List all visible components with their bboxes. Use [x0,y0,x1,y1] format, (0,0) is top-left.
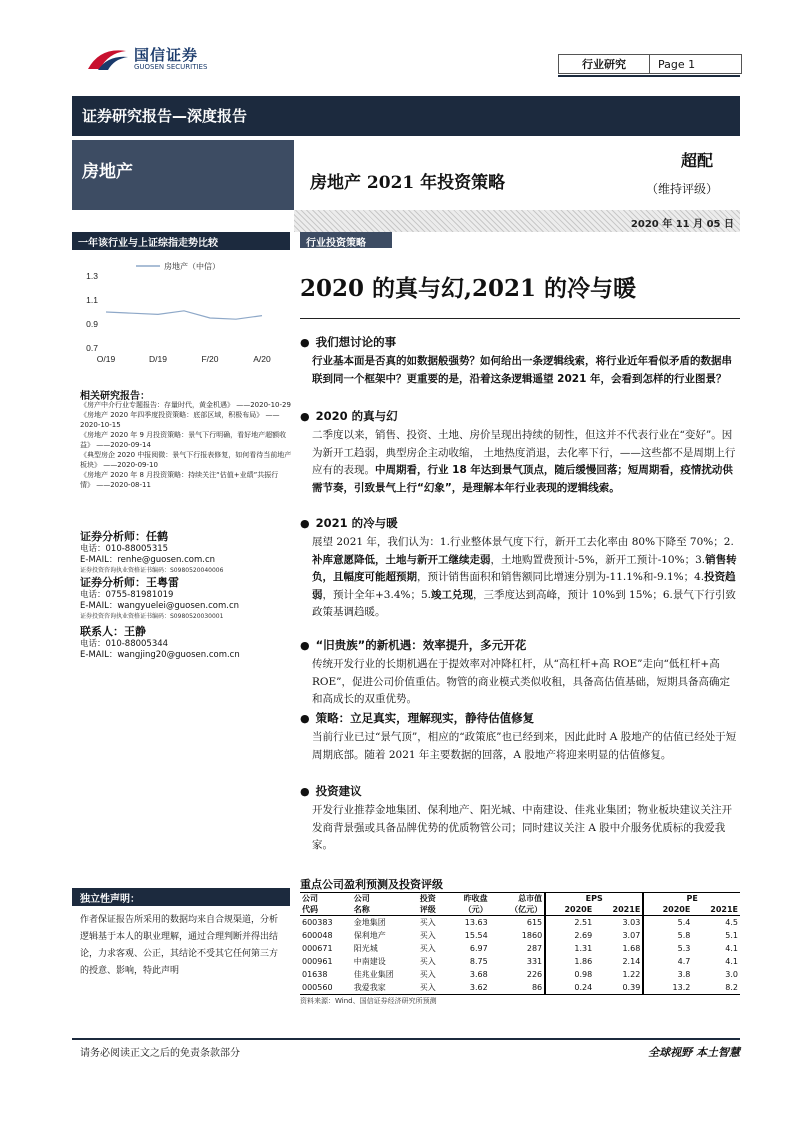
rating: 超配 [681,151,714,170]
related-report-item: 《典型房企 2020 中报阅微：景气下行报表修复，如何看待当前地产板块》 ——2020-09-10 [80,451,292,469]
col-header: 总市值 [490,893,545,905]
col-header: （亿元） [490,904,545,916]
table-cell: 600383 [302,918,333,927]
header-info-box [558,54,742,74]
section-body: 行业基本面是否真的如数据般强势？如何给出一条逻辑线索，将行业近年看似矛盾的数据串联到同一个框架中？更重要的是，沿着这条逻辑遥望 2021 年，会看到怎样的行业图景？ [312,355,732,385]
trend-section-title: 一年该行业与上证综指走势比较 [78,238,218,249]
y-tick-label: 0.9 [86,319,98,329]
table-cell: 000961 [302,957,333,966]
section [300,334,740,388]
related-reports-title: 相关研究报告： [80,391,150,402]
table-cell: 287 [526,944,543,953]
strategy-tag: 行业投资策略 [306,238,366,249]
table-cell: 3.68 [469,970,488,979]
table-row [300,981,740,995]
table-cell: 1.68 [622,944,641,953]
industry-name: 房地产 [82,162,133,182]
table-cell: 5.4 [643,916,692,930]
forecast-table [300,892,740,995]
col-header: 代码 [300,904,352,916]
table-cell: 615 [526,918,543,927]
table-cell: 5.8 [643,929,692,942]
table-cell: 226 [526,970,543,979]
section [300,515,740,622]
table-cell: 买入 [419,918,436,927]
table-cell: 0.39 [594,981,643,995]
section-body: 二季度以来，销售、投资、土地、房价呈现出持续的韧性，但这并不代表行业在“变好”。因为新开工趋弱，典型房企主动收缩， 土地热度消退，去化率下行，——这些都不是周期上行应有的表现。中周期看，行业 18 年达到景气顶点，随后缓慢回落；短周期看，疫情扰动供需节奏，引致景气上行“幻象”，是理解本年行业表现的逻辑线索。 [312,429,736,494]
analyst-license: 证券投资咨询执业资格证书编码：S0980520040006 [80,567,224,574]
footer-rule [72,1038,740,1040]
rating-note: （维持评级） [646,182,719,196]
table-cell: 中南建设 [353,957,386,966]
section [300,408,740,497]
logo-text: 国信证券 [134,46,199,64]
table-cell: 买入 [419,944,436,953]
table-cell: 买入 [418,981,448,995]
trend-section-bar [72,232,290,250]
col-header: 投资 [418,893,448,905]
related-report-item: 《房地产 2020 年 9 月投资策略：景气下行明确，看好地产超额收益》 ——2020-09-14 [80,431,287,449]
table-cell: 86 [490,981,545,995]
table-cell: 15.54 [464,931,488,940]
table-cell: 我爱我家 [352,981,418,995]
x-tick-label: O/19 [96,354,116,364]
x-tick-label: F/20 [201,354,219,364]
section-heading: ● 我们想讨论的事 [300,334,740,351]
analyst-name: 证券分析师：王粤雷 [80,576,179,589]
trend-chart [76,256,272,368]
analyst-name: 证券分析师：任鹤 [80,530,168,543]
table-cell: 1860 [521,931,543,940]
series-line [106,311,262,319]
section-heading: ● 2020 的真与幻 [300,408,740,425]
table-cell: 13.63 [464,918,488,927]
y-tick-label: 1.3 [86,271,98,281]
related-report-item: 《房地产 2020 年四季度投资策略：底部区域，积极布局》 ——2020-10-15 [80,411,280,429]
table-cell: 01638 [302,970,328,979]
table-cell: 2.69 [545,929,594,942]
section-heading: ● “旧贵族”的新机遇：效率提升，多元开花 [300,637,740,654]
table-row [300,942,740,955]
independence-bar [72,888,290,906]
contact-block [80,625,292,661]
contact-name: 联系人：王静 [80,625,146,638]
col-header: 评级 [418,904,448,916]
table-cell: 3.8 [643,968,692,981]
date-band [294,210,740,232]
table-cell: 0.24 [545,981,594,995]
report-date: 2020 年 11 月 05 日 [630,219,734,230]
col-header: 2020E [545,904,594,916]
col-header: 名称 [352,904,418,916]
table-cell: 13.2 [643,981,692,995]
section-heading: ● 2021 的冷与暖 [300,515,740,532]
analyst-block [80,530,292,575]
table-cell: 4.1 [725,957,738,966]
main-title: 2020 的真与幻,2021 的冷与暖 [300,275,637,302]
section-body: 当前行业已过“景气顶”，相应的“政策底”也已经到来，因此此时 A 股地产的估值已经处于短周期底部。随着 2021 年主要数据的回落，A 股地产将迎来明显的估值修复。 [312,731,737,761]
contact-email[interactable]: E-MAIL：wangjing20@guosen.com.cn [80,650,240,660]
col-header-eps: EPS [545,893,643,905]
section-heading: ● 投资建议 [300,783,740,800]
industry-band [72,140,294,210]
table-cell: 4.1 [725,944,738,953]
analyst-block [80,576,292,621]
table-cell: 买入 [419,957,436,966]
analyst-email[interactable]: E-MAIL：renhe@guosen.com.cn [80,555,216,565]
col-header-pe: PE [643,893,740,905]
page-number: Page 1 [658,57,696,71]
table-row [300,968,740,981]
section-heading: ● 策略：立足真实，理解现实，静待估值修复 [300,710,740,727]
table-cell: 保利地产 [353,931,386,940]
table-cell: 1.22 [622,970,641,979]
table-cell: 1.86 [545,955,594,968]
table-cell: 2.14 [622,957,641,966]
independence-title: 独立性声明： [80,894,140,905]
table-cell: 4.5 [725,918,738,927]
strategy-title: 房地产 2021 年投资策略 [310,173,506,193]
table-cell: 5.1 [725,931,738,940]
table-row [300,929,740,942]
col-header: 昨收盘 [448,893,490,905]
table-cell: 1.31 [545,942,594,955]
table-cell: 5.3 [643,942,692,955]
table-cell: 000560 [300,981,352,995]
table-cell: 6.97 [469,944,488,953]
table-cell: 买入 [419,931,436,940]
section-body: 传统开发行业的长期机遇在于提效率对冲降杠杆，从“高杠杆+高 ROE”走向“低杠杆+高 ROE”，促进公司价值重估。物管的商业模式类似收租，具备高估值基础，短期具备高确定和高成长的双重优势。 [312,658,731,705]
col-header: 2020E [643,904,692,916]
strategy-tag-bar [300,232,392,248]
analyst-phone: 电话：0755-81981019 [80,590,174,600]
analyst-phone: 电话：010-88005315 [80,544,169,554]
x-tick-label: A/20 [253,354,271,364]
table-cell: 3.0 [725,970,738,979]
table-cell: 金地集团 [353,918,386,927]
independence-text: 作者保证报告所采用的数据均来自合规渠道，分析逻辑基于本人的职业理解，通过合理判断并得出结论，力求客观、公正，其结论不受其它任何第三方的授意、影响，特此声明 [80,915,279,976]
table-cell: 佳兆业集团 [353,970,394,979]
guosen-logo-icon [86,45,130,71]
report-category: 行业研究 [559,55,650,73]
section [300,783,740,855]
table-row [300,955,740,968]
analyst-email[interactable]: E-MAIL：wangyuelei@guosen.com.cn [80,601,240,611]
section-body: 开发行业推荐金地集团、保利地产、阳光城、中南建设、佳兆业集团；物业板块建议关注开发商背景强或具备品牌优势的优质物管公司；同时建议关注 A 股中介服务优质标的我爱我家。 [312,804,732,851]
section [300,637,740,709]
table-source: 资料来源：Wind、国信证券经济研究所预测 [300,997,437,1005]
analyst-license: 证券投资咨询执业资格证书编码：S0980520030001 [80,613,224,620]
related-report-item: 《房地产 2020 年 8 月投资策略：持续关注“估值+业绩”共振行情》 ——2020-08-11 [80,471,279,489]
col-header: 2021E [692,904,740,916]
y-tick-label: 1.1 [86,295,98,305]
table-cell: 3.07 [622,931,641,940]
x-tick-label: D/19 [149,354,167,364]
logo-english-text: GUOSEN SECURITIES [134,63,208,71]
section [300,710,740,764]
section-body: 展望 2021 年，我们认为：1.行业整体景气度下行，新开工去化率由 80%下降至 70%；2.补库意愿降低，土地与新开工继续走弱，土地购置费预计-5%，新开工预计-10%；3.销售转负，且幅度可能超预期，预计销售面积和销售额同比增速分别为-11.1%和-9.1%；4.投资趋弱，预计全年+3.4%；5.竣工兑现，三季度达到高峰，预计 10%到 15%；6.景气下行引致政策基调趋暖。 [312,536,737,618]
table-cell: 000671 [302,944,333,953]
footer-disclaimer: 请务必阅读正文之后的免责条款部分 [80,1048,240,1059]
related-reports-list [80,400,292,490]
contact-phone: 电话：010-88005344 [80,639,169,649]
table-cell: 买入 [419,970,436,979]
related-report-item: 《房产中介行业专题报告：存量时代，黄金机遇》 ——2020-10-29 [80,401,291,409]
col-header: 公司 [300,893,352,905]
table-row [300,916,740,930]
table-cell: 8.75 [469,957,488,966]
report-type-band [72,96,740,136]
legend-label: 房地产（中信） [164,262,220,271]
table-title: 重点公司盈利预测及投资评级 [300,878,443,891]
report-type: 证券研究报告—深度报告 [82,107,248,125]
table-cell: 331 [526,957,543,966]
table-cell: 600048 [302,931,333,940]
title-rule [300,318,740,319]
table-cell: 3.62 [448,981,490,995]
table-cell: 4.7 [643,955,692,968]
col-header: 2021E [594,904,643,916]
table-cell: 0.98 [545,968,594,981]
col-header: （元） [448,904,490,916]
table-cell: 2.51 [545,916,594,930]
footer-slogan: 全球视野 本土智慧 [648,1046,740,1059]
y-tick-label: 0.7 [86,343,98,353]
col-header: 公司 [352,893,418,905]
table-cell: 阳光城 [353,944,378,953]
table-cell: 3.03 [622,918,641,927]
header-rule [558,75,740,77]
table-cell: 8.2 [692,981,740,995]
